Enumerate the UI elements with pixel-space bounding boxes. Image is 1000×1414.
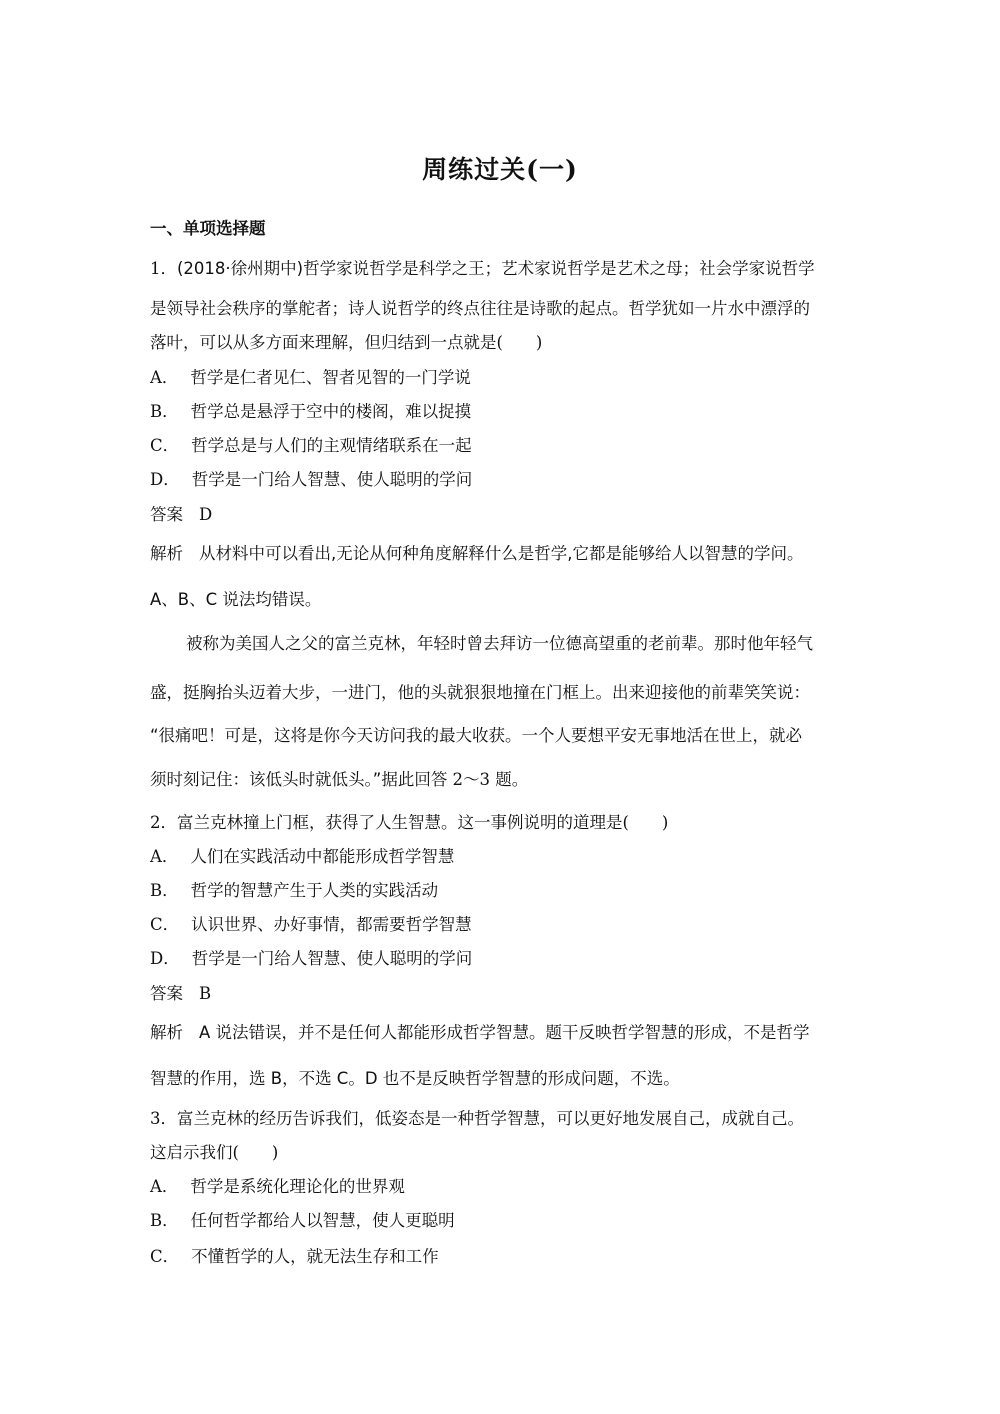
- q1-option-b: [150, 401, 870, 423]
- q3-stem-line-2: 这启示我们( ): [150, 1143, 279, 1162]
- q2-option-c: [150, 914, 870, 936]
- q1-answer: [150, 504, 870, 526]
- option-text: 人们在实践活动中都能形成哲学智慧: [190, 847, 455, 866]
- q1-option-a: [150, 367, 870, 389]
- option-letter: A．: [150, 847, 179, 866]
- option-text: 哲学是系统化理论化的世界观: [190, 1177, 405, 1196]
- analysis-label: 解析: [150, 544, 183, 563]
- q3-option-a: [150, 1176, 870, 1198]
- q1-option-c: [150, 435, 870, 457]
- option-letter: B．: [150, 402, 179, 421]
- q2-analysis-line-1: [150, 1022, 870, 1044]
- option-letter: C．: [150, 1247, 180, 1266]
- q3-option-b: [150, 1210, 870, 1232]
- passage-line-4: [150, 769, 870, 791]
- option-letter: A．: [150, 1177, 179, 1196]
- passage-line-1: 被称为美国人之父的富兰克林，年轻时曾去拜访一位德高望重的老前辈。那时他年轻气: [186, 634, 813, 653]
- q1-stem-line-3: 落叶，可以从多方面来理解，但归结到一点就是( ): [150, 333, 543, 352]
- option-letter: C．: [150, 915, 180, 934]
- option-letter: B．: [150, 1211, 179, 1230]
- q2-option-b: [150, 880, 870, 902]
- option-letter: C．: [150, 436, 180, 455]
- option-text: 哲学是一门给人智慧、使人聪明的学问: [191, 949, 473, 968]
- q3-stem-line-1: 3．富兰克林的经历告诉我们，低姿态是一种哲学智慧，可以更好地发展自己，成就自己。: [150, 1109, 804, 1128]
- q1-stem-line-1: [150, 258, 870, 280]
- q1-number: 1．: [150, 259, 177, 278]
- q2-stem: 2．富兰克林撞上门框，获得了人生智慧。这一事例说明的道理是( ): [150, 813, 669, 832]
- q2-analysis-line-2: 智慧的作用，选 B，不选 C。D 也不是反映哲学智慧的形成问题，不选。: [150, 1069, 680, 1088]
- q2-option-d: [150, 948, 870, 970]
- q1-stem-text-1: 哲学家说哲学是科学之王；艺术家说哲学是艺术之母；社会学家说哲学: [303, 259, 815, 278]
- answer-value: D: [199, 505, 213, 524]
- section-heading: 一、单项选择题: [150, 219, 266, 238]
- option-text: 哲学总是与人们的主观情绪联系在一起: [191, 436, 472, 455]
- option-text: 任何哲学都给人以智慧，使人更聪明: [190, 1211, 455, 1230]
- q3-option-c: [150, 1246, 870, 1268]
- option-letter: D．: [150, 949, 180, 968]
- q1-stem-line-2: 是领导社会秩序的掌舵者；诗人说哲学的终点往往是诗歌的起点。哲学犹如一片水中漂浮的: [150, 299, 810, 318]
- option-letter: D．: [150, 470, 180, 489]
- option-text: 哲学的智慧产生于人类的实践活动: [190, 881, 439, 900]
- analysis-text: 从材料中可以看出,无论从何种角度解释什么是哲学,它都是能够给人以智慧的学问。: [199, 544, 804, 563]
- answer-label: 答案: [150, 505, 183, 524]
- option-text: 哲学是一门给人智慧、使人聪明的学问: [191, 470, 473, 489]
- page-title: 周练过关(一): [422, 155, 578, 184]
- q1-option-d: [150, 469, 870, 491]
- option-text: 不懂哲学的人，就无法生存和工作: [191, 1247, 439, 1266]
- passage-line-2: 盛，挺胸抬头迈着大步，一进门，他的头就狠狠地撞在门框上。出来迎接他的前辈笑笑说：: [150, 683, 810, 702]
- analysis-label: 解析: [150, 1023, 183, 1042]
- passage-tail: 据此回答 2～3 题。: [381, 770, 529, 789]
- q2-answer: [150, 983, 870, 1005]
- option-letter: B．: [150, 881, 179, 900]
- option-text: 哲学总是悬浮于空中的楼阁，难以捉摸: [190, 402, 472, 421]
- q1-analysis-line-2: A、B、C 说法均错误。: [150, 590, 322, 609]
- answer-value: B: [199, 984, 212, 1003]
- passage-text: 须时刻记住：该低头时就低头。”: [150, 770, 382, 789]
- option-text: 哲学是仁者见仁、智者见智的一门学说: [190, 368, 471, 387]
- q1-analysis-line-1: [150, 543, 870, 565]
- q1-source: (2018·徐州期中): [177, 259, 304, 278]
- q2-option-a: [150, 846, 870, 868]
- answer-label: 答案: [150, 984, 183, 1003]
- option-text: 认识世界、办好事情，都需要哲学智慧: [191, 915, 472, 934]
- analysis-text: A 说法错误，并不是任何人都能形成哲学智慧。题干反映哲学智慧的形成，不是哲学: [199, 1023, 810, 1042]
- passage-line-3: “很痛吧！可是，这将是你今天访问我的最大收获。一个人要想平安无事地活在世上，就必: [150, 726, 803, 745]
- option-letter: A．: [150, 368, 179, 387]
